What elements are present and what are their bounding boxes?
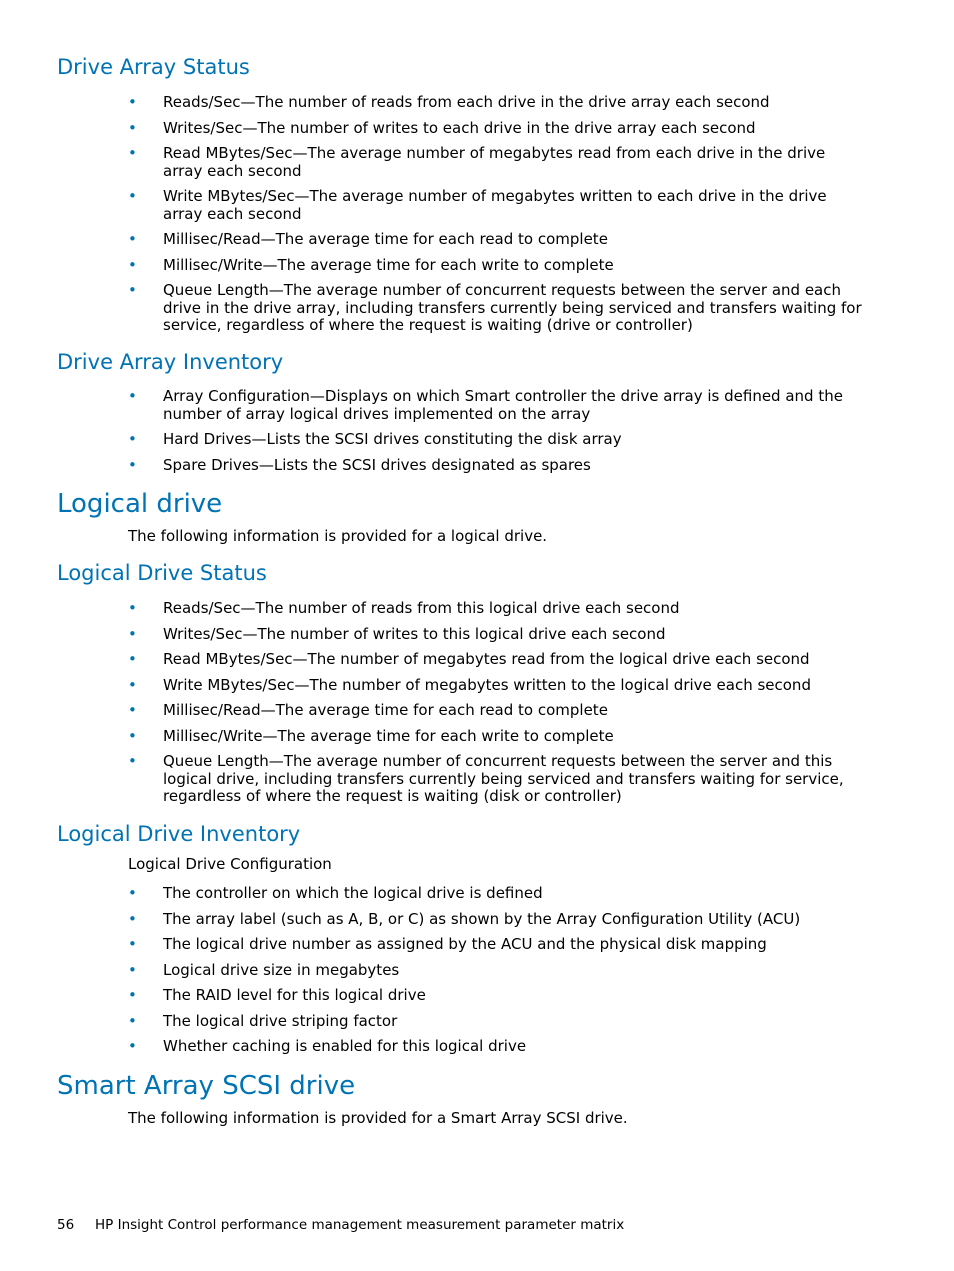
list-drive-array-status — [0, 94, 954, 335]
list-item: • Millisec/Read—The average time for each read to complete — [128, 230, 608, 248]
bullet-icon: • — [128, 455, 137, 474]
bullet-icon: • — [128, 752, 137, 770]
list-item: • The array label (such as A, B, or C) as shown by the Array Configuration Utility (ACU) — [128, 909, 801, 928]
heading-drive-array-status: Drive Array Status — [57, 55, 250, 79]
list-item: • Millisec/Write—The average time for each write to complete — [128, 726, 614, 745]
bullet-icon: • — [128, 1037, 137, 1055]
heading-logical-drive: Logical drive — [57, 489, 223, 519]
bullet-icon: • — [128, 909, 137, 928]
bullet-icon: • — [128, 884, 137, 902]
list-item: • The RAID level for this logical drive — [128, 986, 426, 1004]
heading-drive-array-inventory: Drive Array Inventory — [57, 350, 284, 374]
bullet-icon: • — [128, 624, 137, 643]
list-item: • Logical drive size in megabytes — [128, 960, 400, 979]
subheading-logical-drive-configuration: Logical Drive Configuration — [128, 855, 332, 873]
list-logical-drive-inventory — [0, 885, 954, 1056]
bullet-icon: • — [128, 986, 137, 1004]
heading-smart-array-scsi-drive: Smart Array SCSI drive — [57, 1071, 356, 1101]
bullet-icon: • — [128, 675, 137, 694]
list-item: • Reads/Sec—The number of reads from each drive in the drive array each second — [128, 93, 770, 111]
list-drive-array-inventory — [0, 388, 954, 474]
intro-logical-drive: The following information is provided for a logical drive. — [128, 527, 548, 545]
list-item: • Writes/Sec—The number of writes to each drive in the drive array each second — [128, 118, 756, 137]
list-item: • Whether caching is enabled for this logical drive — [128, 1037, 527, 1055]
page-footer — [57, 1216, 624, 1234]
bullet-icon: • — [128, 726, 137, 745]
bullet-icon: • — [128, 118, 137, 137]
list-item: • The controller on which the logical drive is defined — [128, 884, 543, 902]
bullet-icon: • — [128, 960, 137, 979]
bullet-icon: • — [128, 701, 137, 719]
list-item: • Millisec/Read—The average time for each read to complete — [128, 701, 608, 719]
bullet-icon: • — [128, 255, 137, 274]
list-item: • Array Configuration—Displays on which Smart controller the drive array is defined and the number of array logical drives implemented on the array — [128, 387, 843, 423]
heading-logical-drive-inventory: Logical Drive Inventory — [57, 822, 301, 846]
list-logical-drive-status — [0, 600, 954, 806]
list-item: • Spare Drives—Lists the SCSI drives designated as spares — [128, 455, 591, 474]
bullet-icon: • — [128, 230, 137, 248]
heading-logical-drive-status: Logical Drive Status — [57, 561, 267, 585]
list-item: • Millisec/Write—The average time for each write to complete — [128, 255, 614, 274]
list-item: • Queue Length—The average number of concurrent requests between the server and this logical drive, including transfers currently being serviced and transfers waiting for service, regardless of where the request is waiting (disk or controller) — [128, 752, 844, 805]
bullet-icon: • — [128, 599, 137, 617]
footer-title: HP Insight Control performance management measurement parameter matrix — [95, 1217, 625, 1233]
page-number: 56 — [57, 1217, 75, 1233]
bullet-icon: • — [128, 93, 137, 111]
bullet-icon: • — [128, 430, 137, 448]
list-item: • Write MBytes/Sec—The number of megabytes written to the logical drive each second — [128, 675, 811, 694]
list-item: • Hard Drives—Lists the SCSI drives constituting the disk array — [128, 430, 622, 448]
bullet-icon: • — [128, 1011, 137, 1030]
list-item: • Writes/Sec—The number of writes to this logical drive each second — [128, 624, 666, 643]
bullet-icon: • — [128, 281, 137, 299]
list-item: • The logical drive striping factor — [128, 1011, 398, 1030]
intro-smart-array-scsi-drive: The following information is provided for a Smart Array SCSI drive. — [128, 1109, 628, 1127]
list-item: • Read MBytes/Sec—The number of megabytes read from the logical drive each second — [128, 650, 810, 668]
list-item: • Read MBytes/Sec—The average number of megabytes read from each drive in the drive array each second — [128, 144, 826, 180]
bullet-icon: • — [128, 650, 137, 668]
list-item: • Queue Length—The average number of concurrent requests between the server and each drive in the drive array, including transfers currently being serviced and transfers waiting for service, regardless of where the request is waiting (drive or controller) — [128, 281, 862, 334]
list-item: • The logical drive number as assigned by the ACU and the physical disk mapping — [128, 935, 767, 953]
bullet-icon: • — [128, 187, 137, 205]
list-item: • Write MBytes/Sec—The average number of megabytes written to each drive in the drive array each second — [128, 187, 827, 223]
bullet-icon: • — [128, 387, 137, 405]
list-item: • Reads/Sec—The number of reads from this logical drive each second — [128, 599, 680, 617]
bullet-icon: • — [128, 935, 137, 953]
bullet-icon: • — [128, 144, 137, 162]
